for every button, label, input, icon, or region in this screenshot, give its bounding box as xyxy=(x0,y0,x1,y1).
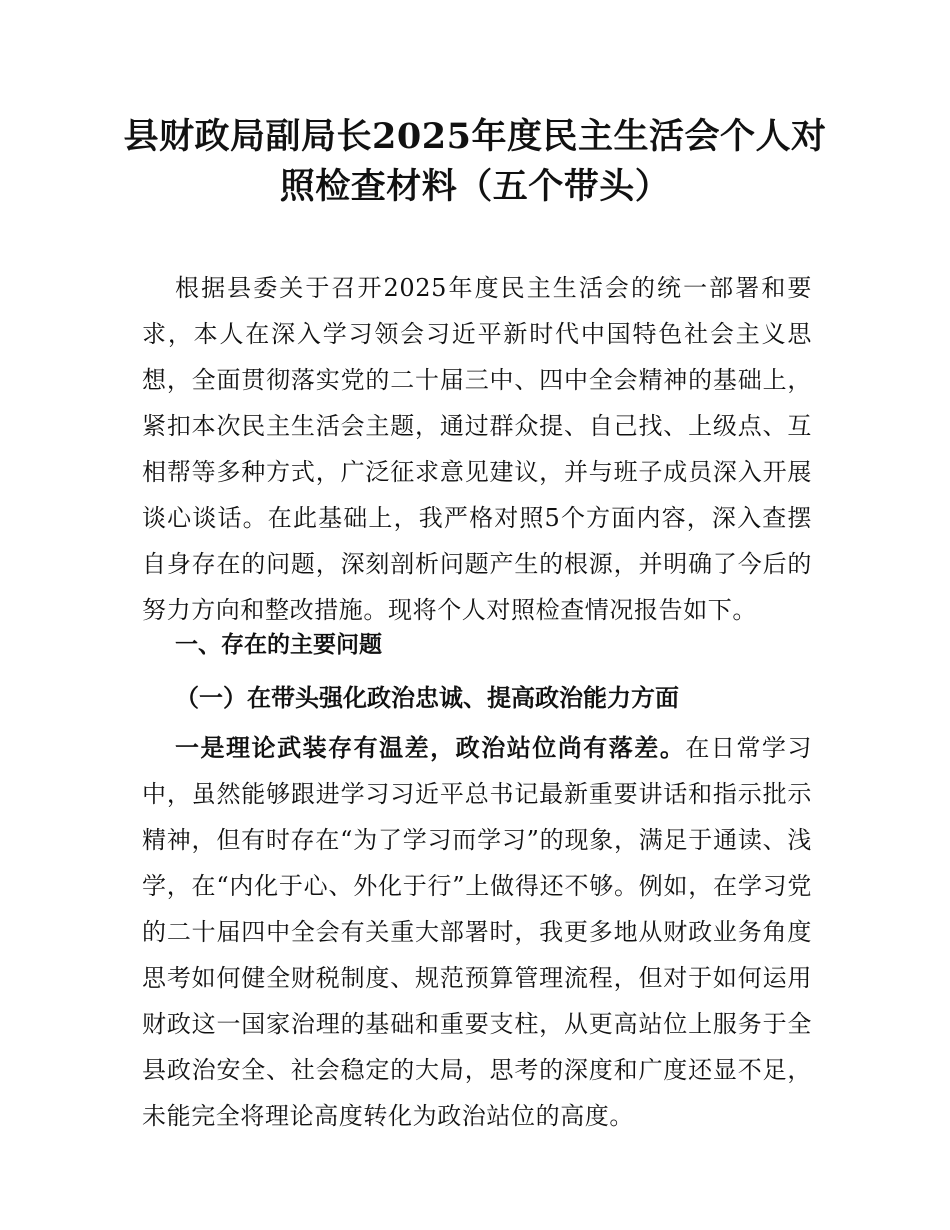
subsection-heading: （一）在带头强化政治忠诚、提高政治能力方面 xyxy=(175,683,679,712)
paragraph-body: 在日常学习中，虽然能够跟进学习习近平总书记最新重要讲话和指示批示精神，但有时存在“为了学习而学习”的现象，满足于通读、浅学，在“内化于心、外化于行”上做得还不够。例如，在学习党的二十届四中全会有关重大部署时，我更多地从财政业务角度思考如何健全财税制度、规范预算管理流程，但对于如何运用财政这一国家治理的基础和重要支柱，从更高站位上服务于全县政治安全、社会稳定的大局，思考的深度和广度还显不足，未能完全将理论高度转化为政治站位的高度。 xyxy=(142,734,813,1130)
section-heading: 一、存在的主要问题 xyxy=(175,632,382,658)
document-title: 县财政局副局长2025年度民主生活会个人对照检查材料（五个带头） xyxy=(123,116,827,207)
paragraph-lead: 一是理论武装存有温差，政治站位尚有落差。 xyxy=(175,733,686,762)
intro-paragraph: 根据县委关于召开2025年度民主生活会的统一部署和要求，本人在深入学习领会习近平新时代中国特色社会主义思想，全面贯彻落实党的二十届三中、四中全会精神的基础上，紧扣本次民主生活会主题，通过群众提、自己找、上级点、互相帮等多种方式，广泛征求意见建议，并与班子成员深入开展谈心谈话。在此基础上，我严格对照5个方面内容，深入查摆自身存在的问题，深刻剖析问题产生的根源，并明确了今后的努力方向和整改措施。现将个人对照检查情况报告如下。 xyxy=(142,274,812,624)
body-paragraph xyxy=(142,725,812,1139)
